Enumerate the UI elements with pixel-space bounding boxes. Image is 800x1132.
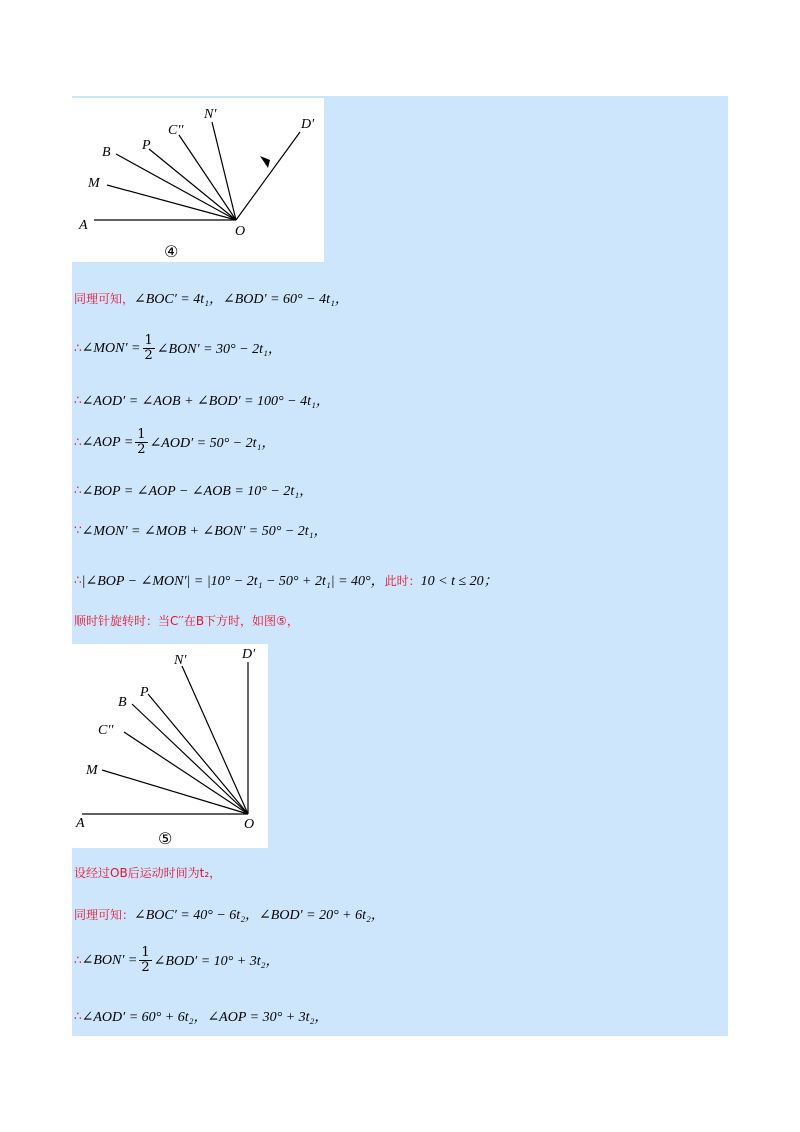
line-7: ∴ |∠BOP − ∠MON′| = |10° − 2t₁ − 50° + 2t₁| = 40°， 此时： 10 < t ≤ 20；: [74, 573, 498, 589]
fig4-label-b: B: [102, 145, 111, 160]
fig5-label-c: C′′: [98, 723, 114, 738]
line-5: ∴ ∠BOP = ∠AOP − ∠AOB = 10° − 2t₁，: [74, 483, 314, 499]
fig4-label-d: D′: [301, 117, 315, 132]
fig4-label-a: A: [79, 218, 88, 233]
fig4-label-p: P: [142, 138, 151, 153]
line-12: ∴ ∠AOD′ = 60° + 6t₂，∠AOP = 30° + 3t₂，: [74, 1009, 329, 1025]
line-11: ∴ ∠BON′ = $\frac{1}{2}$ ∠BOD′ = 10° + 3t₂，: [74, 945, 280, 975]
line-1: 同理可知， ∠BOC′ = 4t₁，∠BOD′ = 60° − 4t₁，: [74, 291, 349, 307]
fig5-label-d: D′: [242, 647, 256, 662]
line-2: ∴ ∠MON′ = $\frac{1}{2}$ ∠BON′ = 30° − 2t₁，: [74, 333, 282, 363]
line-4: ∴ ∠AOP = $\frac{1}{2}$ ∠AOD′ = 50° − 2t₁，: [74, 427, 276, 457]
fig4-label-m: M: [88, 176, 100, 191]
line-9: 设经过OB后运动时间为t₂，: [74, 866, 222, 880]
fig5-label-n: N′: [174, 653, 187, 668]
line-10: 同理可知： ∠BOC′ = 40° − 6t₂，∠BOD′ = 20° + 6t₂，: [74, 907, 385, 923]
fig5-label-o: O: [244, 817, 255, 832]
fig4-caption: ④: [164, 242, 179, 261]
fig4-label-o: O: [235, 224, 246, 239]
fig4-label-c: C′′: [168, 123, 184, 138]
fig4-label-n: N′: [204, 107, 217, 122]
line-3: ∴ ∠AOD′ = ∠AOB + ∠BOD′ = 100° − 4t₁，: [74, 393, 330, 409]
line-8: 顺时针旋转时：当C′′在B下方时，如图⑤，: [74, 614, 299, 628]
figure-5: [72, 644, 268, 848]
fig5-label-a: A: [76, 816, 85, 831]
figure-4: [72, 98, 324, 262]
fig5-label-m: M: [86, 763, 98, 778]
fig5-label-b: B: [118, 695, 127, 710]
fig5-label-p: P: [140, 685, 149, 700]
line-6: ∵ ∠MON′ = ∠MOB + ∠BON′ = 50° − 2t₁，: [74, 523, 328, 539]
fig5-caption: ⑤: [158, 829, 173, 848]
